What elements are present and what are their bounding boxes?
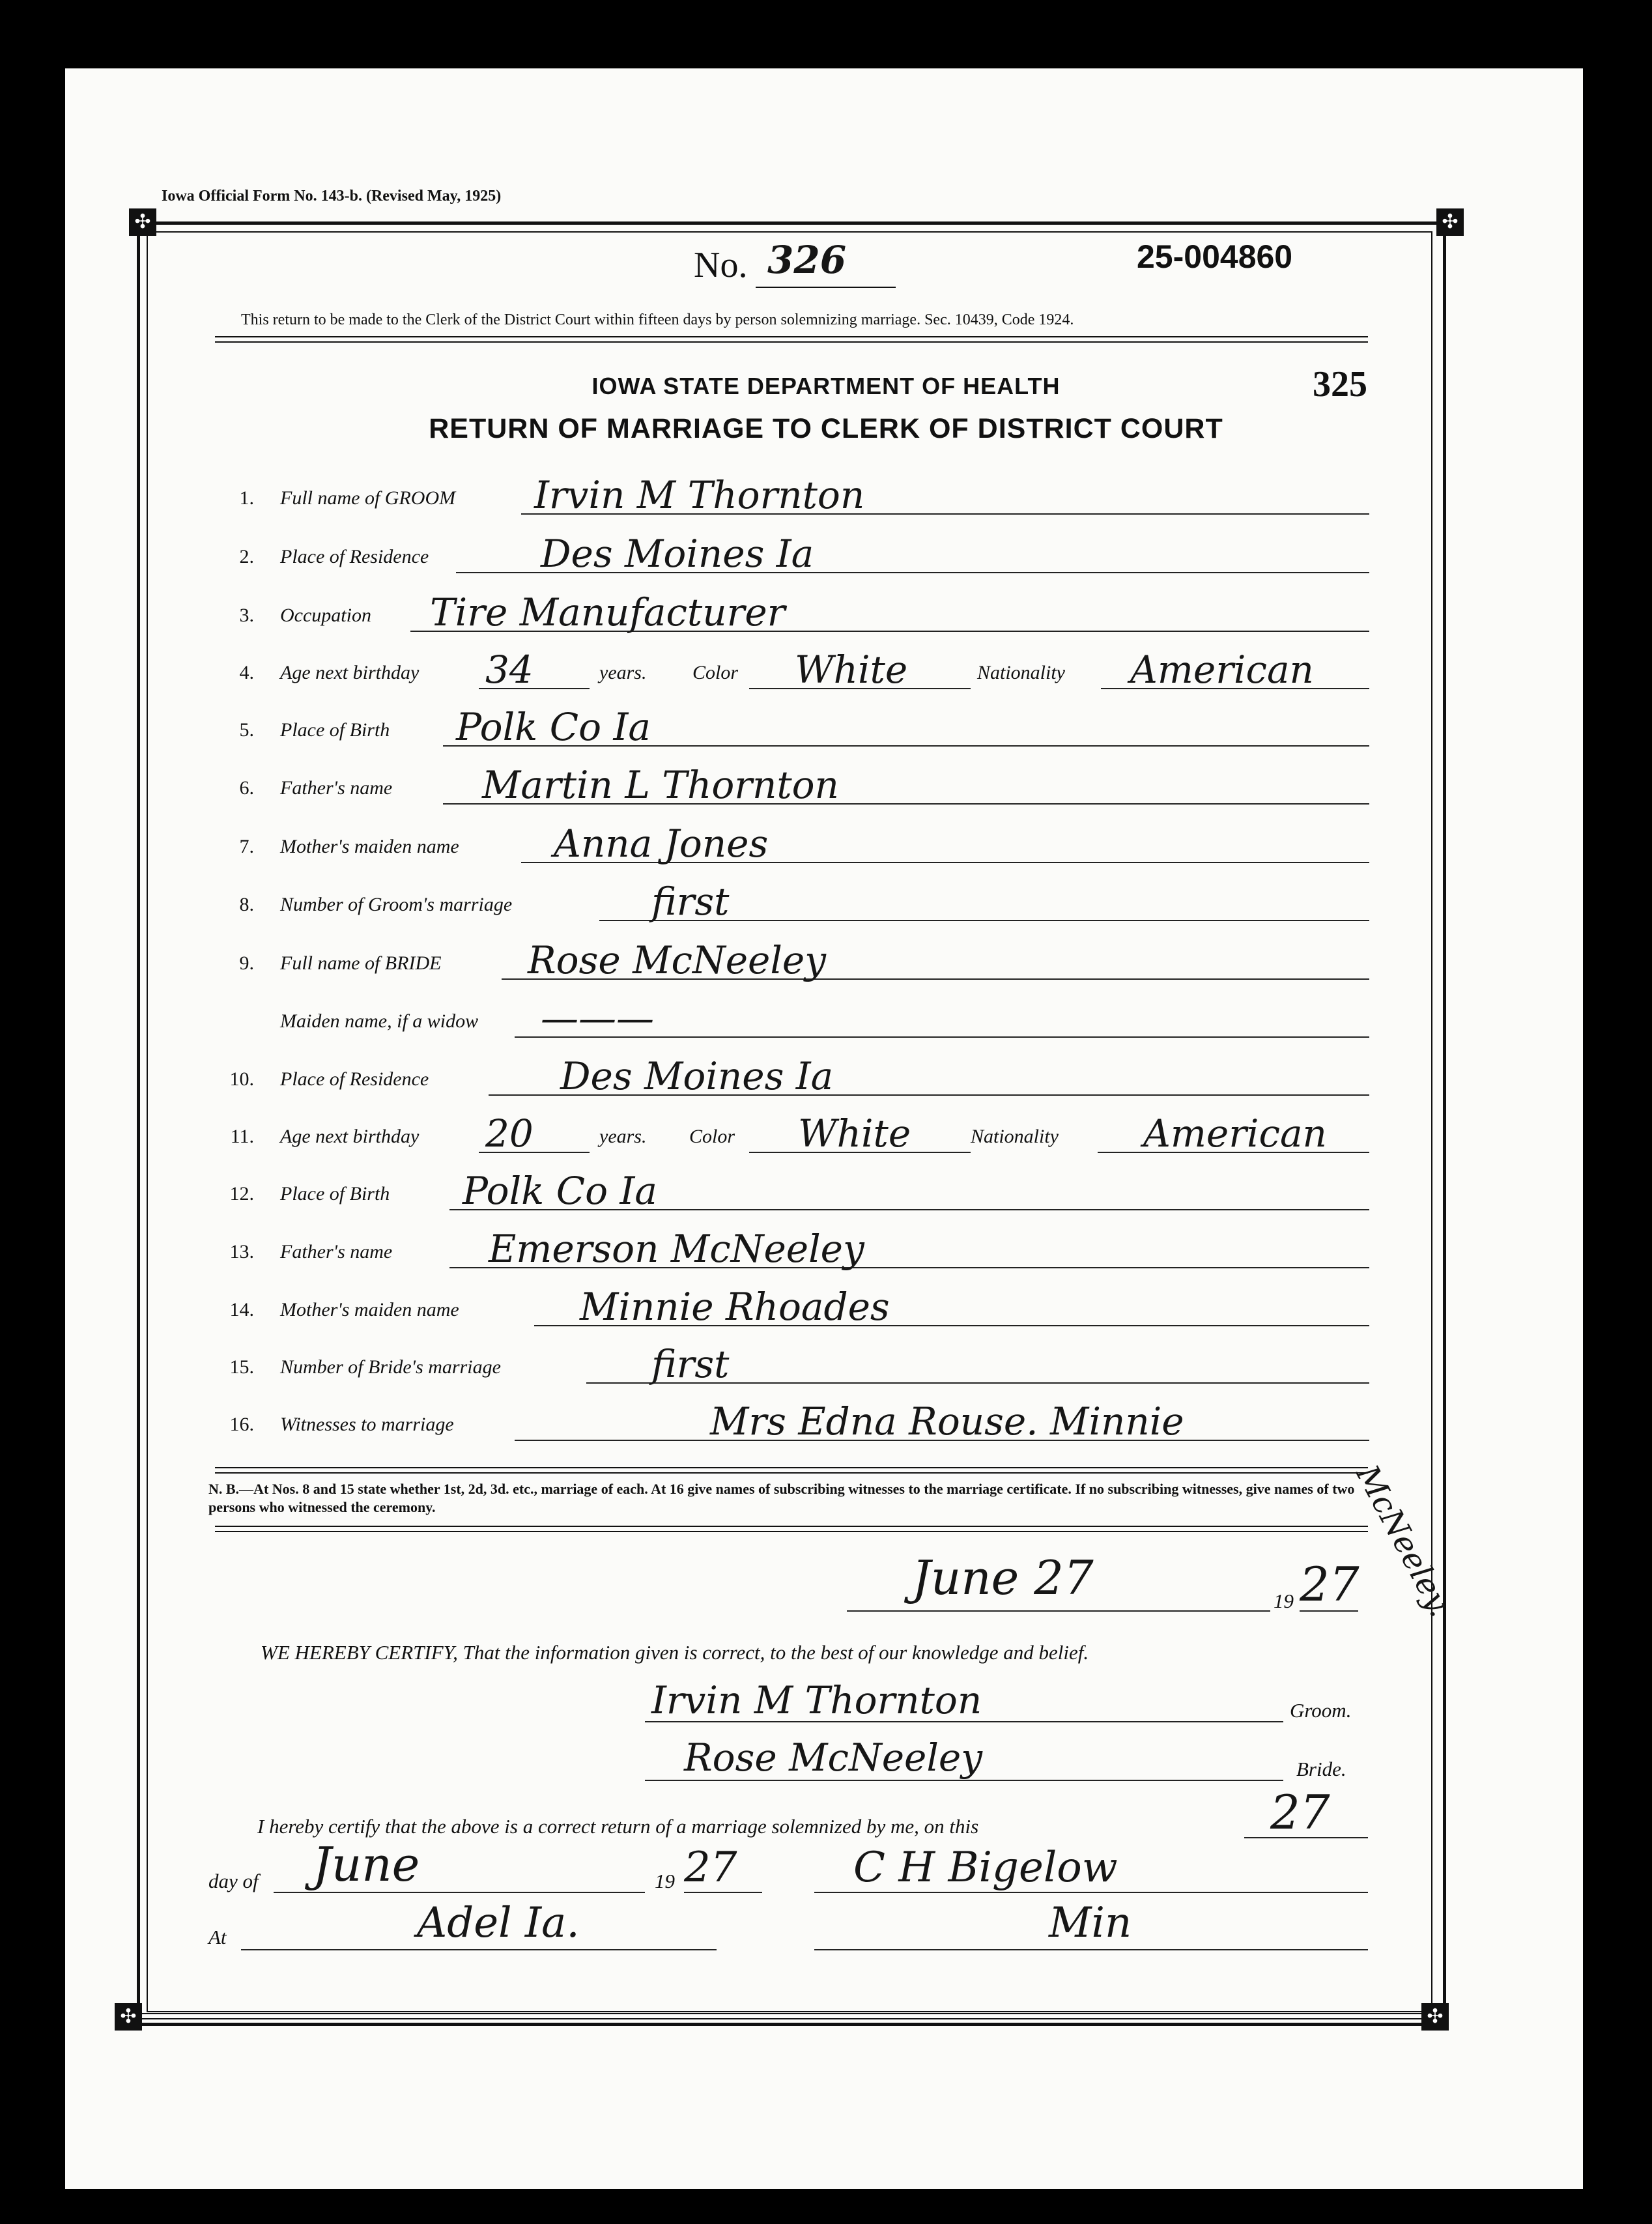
- date-year-prefix: 19: [1274, 1590, 1294, 1612]
- field-number: 10.: [229, 1068, 254, 1090]
- field-number: 16.: [229, 1414, 254, 1435]
- field-number: 13.: [229, 1241, 254, 1262]
- field-row-groom-father: [0, 763, 1652, 816]
- divider: [140, 2013, 1427, 2019]
- field-label: Age next birthday: [280, 1126, 420, 1147]
- field-label: Place of Residence: [280, 546, 429, 567]
- bride-label: Bride.: [1296, 1758, 1346, 1780]
- certificate-number: 25-004860: [1137, 238, 1293, 275]
- field-label: Place of Residence: [280, 1068, 429, 1090]
- groom-signature: Irvin M Thornton: [651, 1678, 982, 1722]
- divider: [215, 336, 1368, 343]
- field-number: 12.: [229, 1183, 254, 1205]
- field-label: Number of Bride's marriage: [280, 1356, 501, 1378]
- number-underline: [756, 287, 896, 288]
- field-label: Number of Groom's marriage: [280, 894, 513, 915]
- at-label: At: [208, 1926, 227, 1948]
- bride-signature: Rose McNeeley: [684, 1735, 983, 1780]
- page-number: 325: [1313, 364, 1367, 405]
- field-number: 9.: [239, 952, 254, 974]
- groom-label: Groom.: [1290, 1699, 1352, 1722]
- solemnized-month: June: [313, 1837, 420, 1892]
- field-row-groom-marriage-number: [0, 879, 1652, 933]
- place-line: [241, 1949, 717, 1950]
- field-number: 8.: [239, 894, 254, 915]
- field-number: 14.: [229, 1299, 254, 1320]
- record-number: 326: [767, 238, 847, 282]
- field-label: Father's name: [280, 1241, 393, 1262]
- field-row-bride-birthplace: [0, 1169, 1652, 1222]
- solemnized-day: 27: [1270, 1785, 1330, 1840]
- field-label: Place of Birth: [280, 1183, 390, 1205]
- groom-mother-value: Anna Jones: [554, 821, 769, 866]
- groom-occupation-value: Tire Manufacturer: [430, 590, 786, 634]
- certification-date-month-day: June 27: [912, 1550, 1094, 1605]
- field-number: 4.: [239, 662, 254, 683]
- bride-mother-value: Minnie Rhoades: [580, 1285, 890, 1329]
- years-label: years.: [599, 662, 647, 683]
- field-row-bride-age: [0, 1111, 1652, 1165]
- field-row-groom-name: [0, 473, 1652, 526]
- field-number: 6.: [239, 777, 254, 799]
- field-row-groom-mother: [0, 821, 1652, 875]
- nationality-label: Nationality: [977, 662, 1065, 683]
- field-label: Mother's maiden name: [280, 1299, 459, 1320]
- bride-father-value: Emerson McNeeley: [489, 1227, 864, 1271]
- field-label: Age next birthday: [280, 662, 420, 683]
- bride-nationality-value: American: [1143, 1111, 1327, 1156]
- officiant-statement: I hereby certify that the above is a correct return of a marriage solemnized by me, on this: [257, 1815, 979, 1838]
- field-number: 1.: [239, 487, 254, 509]
- solemnized-place: Adel Ia.: [417, 1899, 580, 1947]
- bride-residence-value: Des Moines Ia: [560, 1054, 834, 1098]
- field-row-bride-father: [0, 1227, 1652, 1280]
- bride-color-value: White: [798, 1111, 911, 1156]
- signature-line: [814, 1892, 1368, 1893]
- groom-father-value: Martin L Thornton: [482, 763, 839, 807]
- field-row-bride-residence: [0, 1054, 1652, 1107]
- field-row-groom-residence: [0, 532, 1652, 585]
- certification-statement: WE HEREBY CERTIFY, That the information given is correct, to the best of our knowledge and belief.: [261, 1641, 1089, 1664]
- years-label: years.: [599, 1126, 647, 1147]
- filing-instruction: This return to be made to the Clerk of the District Court within fifteen days by person solemnizing marriage. Sec. 10439, Code 1924.: [241, 311, 1074, 328]
- field-number: 11.: [230, 1126, 254, 1147]
- field-row-groom-occupation: [0, 590, 1652, 644]
- field-row-bride-maiden-name: [0, 996, 1652, 1049]
- field-row-bride-mother: [0, 1285, 1652, 1338]
- month-line: [274, 1892, 645, 1893]
- date-line: [1300, 1610, 1358, 1612]
- color-label: Color: [692, 662, 739, 683]
- groom-marriage-number-value: first: [651, 879, 730, 924]
- corner-ornament-icon: ✣: [1436, 208, 1464, 236]
- date-line: [847, 1610, 1270, 1612]
- field-number: 3.: [239, 605, 254, 626]
- corner-ornament-icon: ✣: [129, 208, 156, 236]
- form-title: RETURN OF MARRIAGE TO CLERK OF DISTRICT COURT: [429, 413, 1223, 444]
- field-label: Father's name: [280, 777, 393, 799]
- field-number: 7.: [239, 836, 254, 857]
- bride-birthplace-value: Polk Co Ia: [463, 1169, 657, 1213]
- field-label: Occupation: [280, 605, 371, 626]
- witnesses-value: Mrs Edna Rouse. Minnie: [710, 1399, 1184, 1444]
- divider: [215, 1526, 1368, 1532]
- field-label: Maiden name, if a widow: [280, 1010, 479, 1032]
- bride-marriage-number-value: first: [651, 1342, 730, 1386]
- day-of-label: day of: [208, 1870, 259, 1892]
- field-row-witnesses: [0, 1399, 1652, 1453]
- officiant-signature: C H Bigelow: [853, 1844, 1118, 1892]
- officiant-title: Min: [1049, 1899, 1132, 1947]
- field-row-bride-name: [0, 938, 1652, 991]
- signature-line: [645, 1721, 1283, 1722]
- bride-age-value: 20: [485, 1111, 534, 1156]
- divider: [215, 1467, 1368, 1474]
- field-number: 5.: [239, 719, 254, 741]
- groom-nationality-value: American: [1130, 648, 1314, 692]
- field-label: Full name of GROOM: [280, 487, 456, 509]
- certification-date-year: 27: [1300, 1557, 1360, 1612]
- instructions-note: N. B.—At Nos. 8 and 15 state whether 1st, 2d, 3d. etc., marriage of each. At 16 give names of subscribing witnesses to the marriage certificate. If no subscribing witnesses, give names of two persons who witnessed the ceremony.: [208, 1481, 1355, 1515]
- field-row-groom-birthplace: [0, 705, 1652, 758]
- bride-name-value: Rose McNeeley: [528, 938, 827, 982]
- corner-ornament-icon: ✣: [115, 2003, 142, 2031]
- field-row-groom-age: [0, 648, 1652, 701]
- field-label: Mother's maiden name: [280, 836, 459, 857]
- field-label: Full name of BRIDE: [280, 952, 442, 974]
- witness-margin-note: McNeeley.: [1348, 1459, 1459, 1623]
- nationality-label: Nationality: [971, 1126, 1059, 1147]
- department-title: IOWA STATE DEPARTMENT OF HEALTH: [591, 373, 1061, 399]
- year-prefix: 19: [655, 1870, 675, 1892]
- groom-age-value: 34: [485, 648, 534, 692]
- groom-color-value: White: [795, 648, 908, 692]
- groom-name-value: Irvin M Thornton: [534, 473, 865, 517]
- signature-line: [645, 1780, 1283, 1781]
- corner-ornament-icon: ✣: [1421, 2003, 1449, 2031]
- year-line: [684, 1892, 762, 1893]
- field-number: 2.: [239, 546, 254, 567]
- field-label: Witnesses to marriage: [280, 1414, 454, 1435]
- bride-maiden-name-value: ———: [541, 996, 654, 1040]
- groom-residence-value: Des Moines Ia: [541, 532, 814, 576]
- form-number-caption: Iowa Official Form No. 143-b. (Revised May, 1925): [162, 188, 502, 205]
- groom-birthplace-value: Polk Co Ia: [456, 705, 651, 749]
- title-line: [814, 1949, 1368, 1950]
- color-label: Color: [689, 1126, 735, 1147]
- field-number: 15.: [229, 1356, 254, 1378]
- number-label: No.: [694, 245, 748, 285]
- field-label: Place of Birth: [280, 719, 390, 741]
- solemnized-year: 27: [684, 1844, 737, 1892]
- field-row-bride-marriage-number: [0, 1342, 1652, 1395]
